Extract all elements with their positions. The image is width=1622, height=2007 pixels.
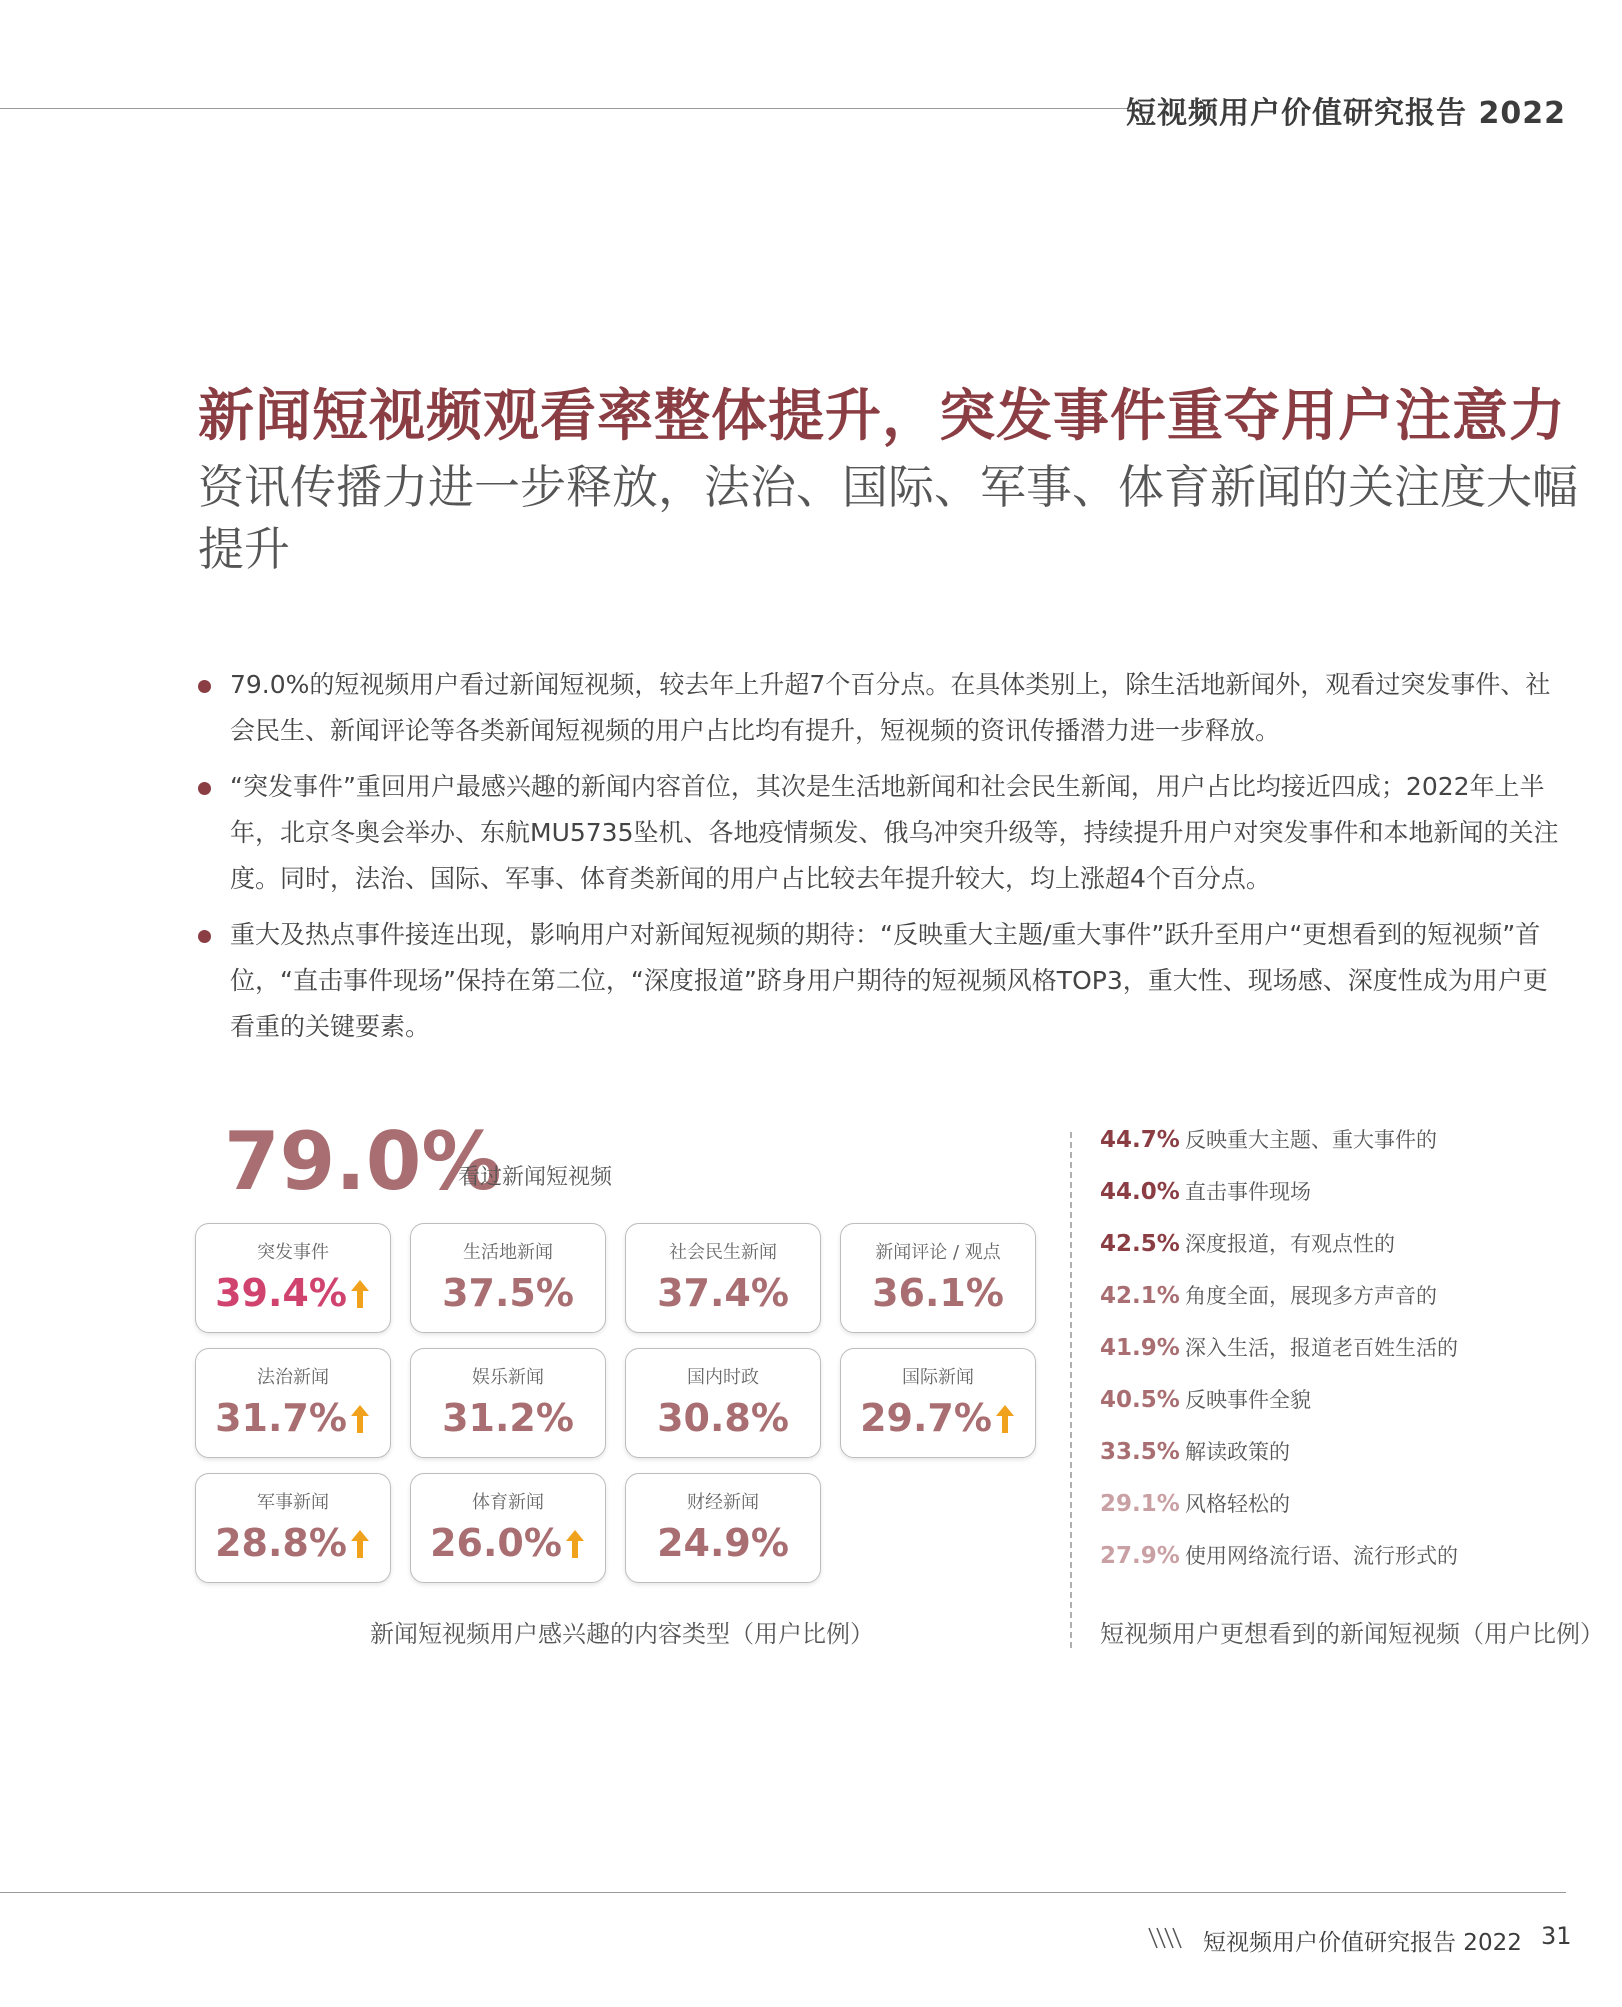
wish-list-item	[1100, 1384, 1311, 1424]
interest-card-value-text: 29.7%	[860, 1396, 992, 1440]
interest-card-value	[841, 1270, 1035, 1316]
interest-card	[410, 1473, 606, 1583]
wish-list-label: 使用网络流行语、流行形式的	[1185, 1544, 1458, 1568]
wish-list-label: 解读政策的	[1185, 1440, 1290, 1464]
wish-list-caption: 短视频用户更想看到的新闻短视频（用户比例）	[1100, 1620, 1604, 1648]
interest-card-label: 国内时政	[687, 1367, 759, 1388]
wish-list-label: 深度报道，有观点性的	[1185, 1232, 1395, 1256]
wish-list-item	[1100, 1488, 1290, 1528]
header-rule	[0, 108, 1128, 109]
interest-card-label: 财经新闻	[687, 1492, 759, 1513]
wish-list-item	[1100, 1436, 1290, 1476]
wish-list-item	[1100, 1280, 1437, 1320]
interest-card	[195, 1223, 391, 1333]
wish-list-item	[1100, 1228, 1395, 1268]
up-arrow-icon	[994, 1403, 1016, 1435]
wish-list-value: 40.5%	[1100, 1387, 1180, 1413]
up-arrow-icon	[564, 1528, 586, 1560]
bullet-list	[198, 662, 1566, 1060]
interest-grid-caption: 新闻短视频用户感兴趣的内容类型（用户比例）	[370, 1620, 874, 1648]
interest-card-value-text: 31.7%	[215, 1396, 347, 1440]
interest-card-label: 国际新闻	[902, 1367, 974, 1388]
page-number: 31	[1541, 1922, 1572, 1950]
interest-card-label: 生活地新闻	[463, 1242, 553, 1263]
slash-mark-icon	[1147, 1926, 1183, 1950]
wish-list-value: 42.1%	[1100, 1283, 1180, 1309]
interest-card-value-text: 31.2%	[442, 1396, 574, 1440]
interest-card-value-text: 30.8%	[657, 1396, 789, 1440]
wish-list-item	[1100, 1332, 1458, 1372]
wish-list-item	[1100, 1176, 1311, 1216]
up-arrow-icon	[349, 1278, 371, 1310]
bullet-item: 79.0%的短视频用户看过新闻短视频，较去年上升超7个百分点。在具体类别上，除生活地新闻外，观看过突发事件、社会民生、新闻评论等各类新闻短视频的用户占比均有提升，短视频的资讯传播潜力进一步释放。	[198, 662, 1566, 754]
bullet-item: “突发事件”重回用户最感兴趣的新闻内容首位，其次是生活地新闻和社会民生新闻，用户占比均接近四成；2022年上半年，北京冬奥会举办、东航MU5735坠机、各地疫情频发、俄乌冲突升级等，持续提升用户对突发事件和本地新闻的关注度。同时，法治、国际、军事、体育类新闻的用户占比较去年提升较大，均上涨超4个百分点。	[198, 764, 1566, 902]
interest-card	[625, 1223, 821, 1333]
main-title: 新闻短视频观看率整体提升，突发事件重夺用户注意力	[198, 384, 1566, 449]
interest-card-value-text: 26.0%	[430, 1521, 562, 1565]
interest-card	[840, 1348, 1036, 1458]
interest-card-value	[626, 1395, 820, 1441]
interest-card-label: 法治新闻	[257, 1367, 329, 1388]
dashed-divider	[1070, 1132, 1072, 1648]
interest-card-value	[841, 1395, 1035, 1441]
wish-list-value: 27.9%	[1100, 1543, 1180, 1569]
interest-card-value	[411, 1270, 605, 1316]
interest-card-label: 新闻评论 / 观点	[875, 1242, 1001, 1263]
wish-list-value: 42.5%	[1100, 1231, 1180, 1257]
wish-list-label: 直击事件现场	[1185, 1180, 1311, 1204]
wish-list-item	[1100, 1540, 1458, 1580]
wish-list-value: 44.7%	[1100, 1127, 1180, 1153]
interest-card-value-text: 36.1%	[872, 1271, 1004, 1315]
interest-card-label: 体育新闻	[472, 1492, 544, 1513]
interest-card-value-text: 37.4%	[657, 1271, 789, 1315]
wish-list-value: 33.5%	[1100, 1439, 1180, 1465]
header-title: 短视频用户价值研究报告 2022	[1126, 96, 1566, 131]
interest-card	[195, 1348, 391, 1458]
interest-card-grid	[195, 1223, 1040, 1588]
wish-list-label: 风格轻松的	[1185, 1492, 1290, 1516]
interest-card-value-text: 39.4%	[215, 1271, 347, 1315]
interest-card-value	[626, 1270, 820, 1316]
interest-card-value	[411, 1395, 605, 1441]
interest-card	[625, 1348, 821, 1458]
interest-card-value	[411, 1520, 605, 1566]
interest-card	[410, 1223, 606, 1333]
interest-card-label: 军事新闻	[257, 1492, 329, 1513]
interest-card-label: 娱乐新闻	[472, 1367, 544, 1388]
interest-card	[410, 1348, 606, 1458]
interest-card	[195, 1473, 391, 1583]
interest-card-value-text: 37.5%	[442, 1271, 574, 1315]
interest-card-value-text: 28.8%	[215, 1521, 347, 1565]
interest-card-label: 突发事件	[257, 1242, 329, 1263]
wish-list-value: 29.1%	[1100, 1491, 1180, 1517]
subtitle: 资讯传播力进一步释放，法治、国际、军事、体育新闻的关注度大幅提升	[198, 460, 1578, 576]
wish-list-label: 反映重大主题、重大事件的	[1185, 1128, 1437, 1152]
wish-list-value: 44.0%	[1100, 1179, 1180, 1205]
interest-card-value	[626, 1520, 820, 1566]
wish-list-label: 深入生活，报道老百姓生活的	[1185, 1336, 1458, 1360]
headline-percentage: 79.0%	[224, 1115, 502, 1208]
headline-label: 看过新闻短视频	[458, 1165, 613, 1190]
interest-card	[625, 1473, 821, 1583]
up-arrow-icon	[349, 1528, 371, 1560]
interest-card-value	[196, 1520, 390, 1566]
footer-rule	[0, 1892, 1566, 1893]
interest-card-value	[196, 1395, 390, 1441]
up-arrow-icon	[349, 1403, 371, 1435]
wish-list-value: 41.9%	[1100, 1335, 1180, 1361]
interest-card-value	[196, 1270, 390, 1316]
footer-title: 短视频用户价值研究报告 2022	[1203, 1930, 1522, 1956]
wish-list-item	[1100, 1124, 1437, 1164]
wish-list-label: 反映事件全貌	[1185, 1388, 1311, 1412]
bullet-item: 重大及热点事件接连出现，影响用户对新闻短视频的期待：“反映重大主题/重大事件”跃升至用户“更想看到的短视频”首位，“直击事件现场”保持在第二位，“深度报道”跻身用户期待的短视频风格TOP3，重大性、现场感、深度性成为用户更看重的关键要素。	[198, 912, 1566, 1050]
interest-card	[840, 1223, 1036, 1333]
interest-card-label: 社会民生新闻	[669, 1242, 777, 1263]
wish-list-label: 角度全面，展现多方声音的	[1185, 1284, 1437, 1308]
interest-card-value-text: 24.9%	[657, 1521, 789, 1565]
